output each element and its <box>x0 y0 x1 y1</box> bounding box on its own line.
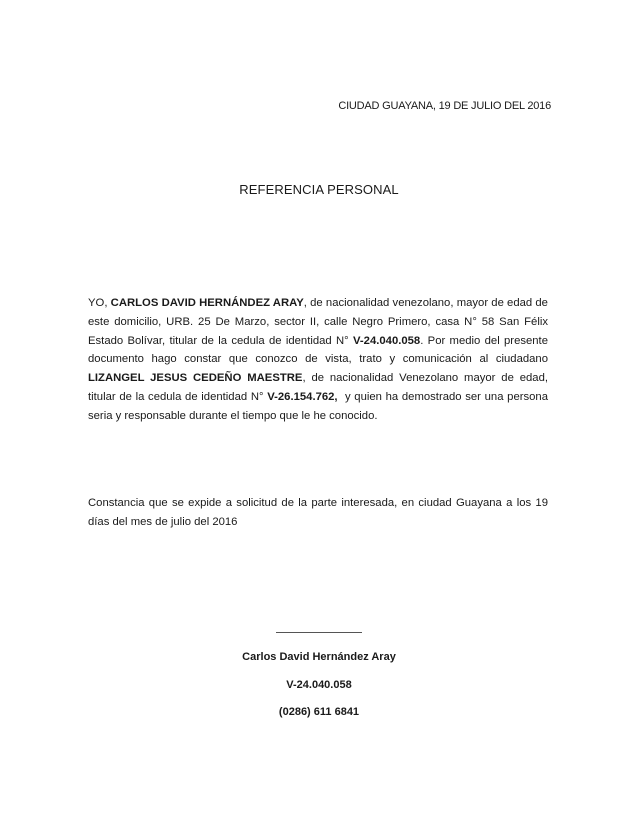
place-date: CIUDAD GUAYANA, 19 DE JULIO DEL 2016 <box>338 100 551 112</box>
paragraph-text: , de nacionalidad Venezolano mayor de edad, titular de la cedula de identidad N° <box>88 372 548 403</box>
paragraph-text: , de nacionalidad venezolano, mayor de edad de este domicilio, URB. 25 De Marzo, sector II, calle Negro Primero, casa N° 58 San Félix Estado Bolívar, titular de la cedula de identidad N° <box>88 297 548 347</box>
referenced-person-name: LIZANGEL JESUS CEDEÑO MAESTRE <box>88 372 303 385</box>
signer-name: Carlos David Hernández Aray <box>242 651 396 663</box>
signer-phone: (0286) 611 6841 <box>278 706 360 718</box>
constancia-paragraph: Constancia que se expide a solicitud de la parte interesada, en ciudad Guayana a los 19 días del mes de julio del 2016 <box>88 497 548 528</box>
document-title: REFERENCIA PERSONAL <box>239 182 399 197</box>
referee-id: V-24.040.058 <box>353 334 421 347</box>
paragraph-text: y quien ha demostrado ser una persona seria y responsable durante el tiempo que le he conocido. <box>88 390 552 422</box>
referee-name: CARLOS DAVID HERNÁNDEZ ARAY <box>110 297 304 309</box>
reference-paragraph <box>88 294 552 426</box>
paragraph-text: YO, <box>88 297 111 309</box>
signature-line <box>276 632 362 633</box>
signer-id: V-24.040.058 <box>286 679 352 691</box>
paragraph-text: . Por medio del presente documento hago constar que conozco de vista, trato y comunicación al ciudadano <box>88 334 548 366</box>
referenced-person-id: V-26.154.762, <box>267 390 338 403</box>
